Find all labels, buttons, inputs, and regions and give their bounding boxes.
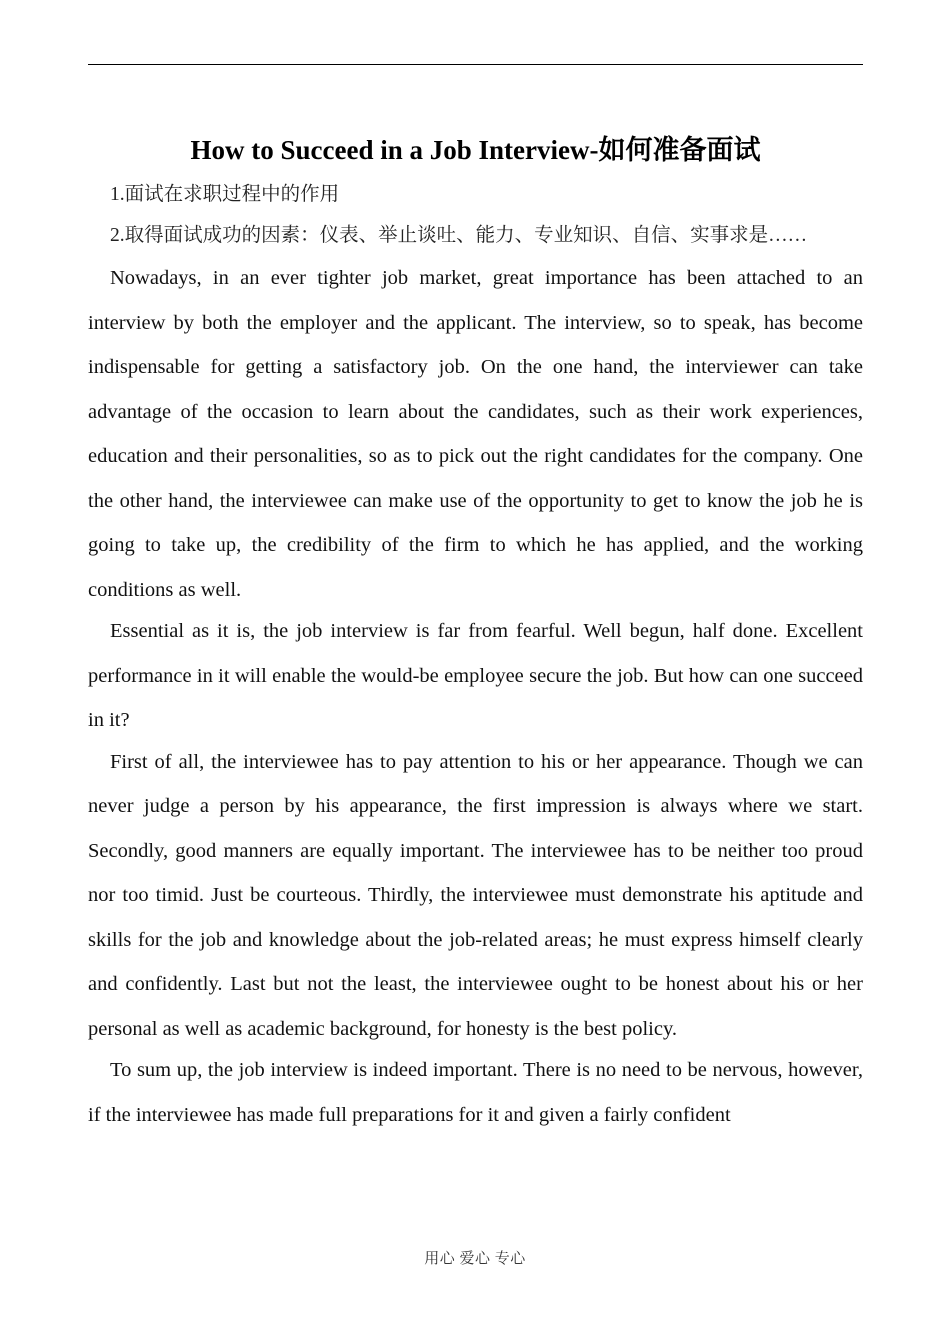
paragraph-essential: Essential as it is, the job interview is far from fearful. Well begun, half done. Excellent performance in it will enable the would-be employee secure the job. But how can one succeed in it? xyxy=(88,620,863,731)
document-body xyxy=(88,130,863,1137)
page-footer: 用心 爱心 专心 xyxy=(424,1251,526,1267)
paragraph-conclusion: To sum up, the job interview is indeed important. There is no need to be nervous, however, if the interviewee has made full preparations for it and given a fairly confident xyxy=(88,1059,863,1126)
paragraph-tips: First of all, the interviewee has to pay attention to his or her appearance. Though we can never judge a person by his appearance, the first impression is always where we start. Secondly, good manners are equally important. The interviewee has to be neither too proud nor too timid. Just be courteous. Thirdly, the interviewee must demonstrate his aptitude and skills for the job and knowledge about the job-related areas; he must express himself clearly and confidently. Last but not the least, the interviewee ought to be honest about his or her personal as well as academic background, for honesty is the best policy. xyxy=(88,750,863,1040)
outline-item-2: 2.取得面试成功的因素：仪表、举止谈吐、能力、专业知识、自信、实事求是…… xyxy=(110,225,808,246)
paragraph-intro: Nowadays, in an ever tighter job market, great importance has been attached to an interview by both the employer and the applicant. The interview, so to speak, has become indispensable for getting a satisfactory job. On the one hand, the interviewer can take advantage of the occasion to learn about the candidates, such as their work experiences, education and their personalities, so as to pick out the right candidates for the company. One the other hand, the interviewee can make use of the opportunity to get to know the job he is going to take up, the credibility of the firm to which he has applied, and the working conditions as well. xyxy=(88,267,863,601)
document-title: How to Succeed in a Job Interview-如何准备面试 xyxy=(190,135,761,165)
outline-item-1: 1.面试在求职过程中的作用 xyxy=(110,184,340,205)
header-rule xyxy=(88,64,863,65)
